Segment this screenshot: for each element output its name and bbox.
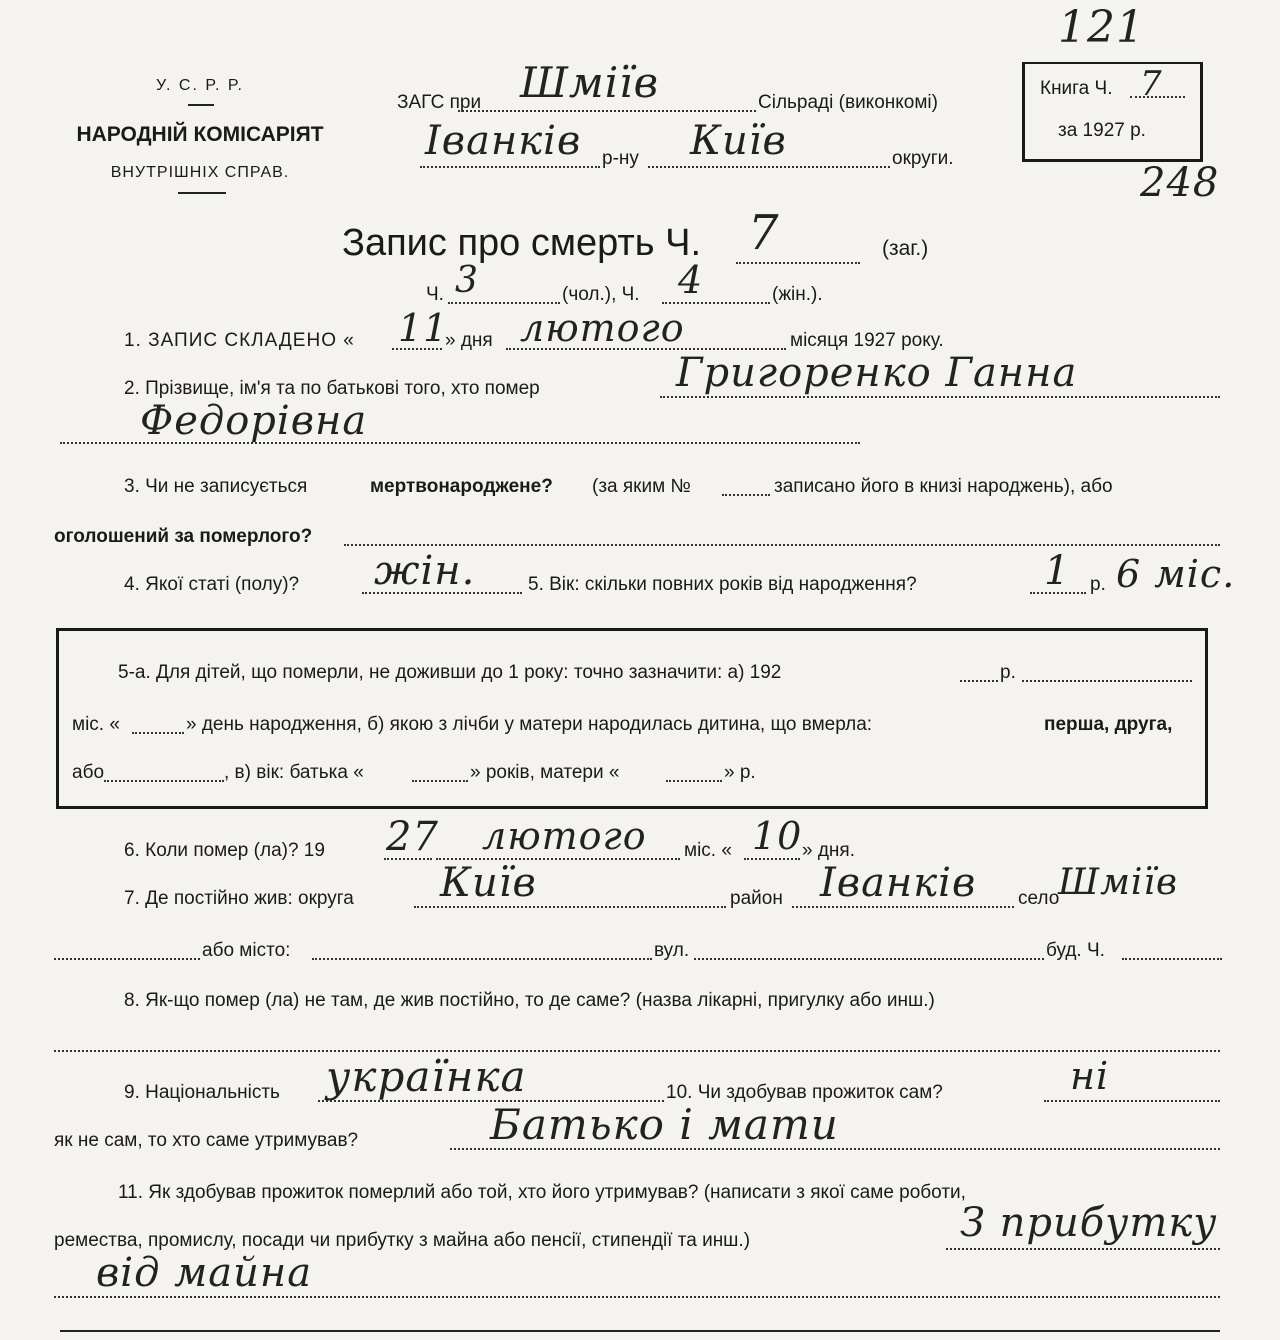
item7-house-label: буд. Ч. [1046,940,1105,961]
item1-day-label: » дня [445,330,493,351]
hw-item7-rayon: Іванків [820,860,977,906]
item1-year-label: місяця 1927 року. [790,330,944,351]
item7-house-line [1122,958,1222,960]
hw-title-number: 7 [748,205,780,261]
item7-label: 7. Де постійно жив: округа [124,888,354,909]
item8-label: 8. Як-що помер (ла) не там, де жив постійно, то де саме? (назва лікарні, пригулку або инш.) [124,990,935,1011]
item8-line [54,1050,1220,1052]
hw-corner-top: 121 [1058,2,1145,53]
item7-okruha-line [414,906,726,908]
female-label: (жін.). [772,284,823,305]
female-line [662,302,770,304]
item5a-or: або [72,762,105,783]
male-label: (чол.), Ч. [562,284,640,305]
male-line [448,302,560,304]
item11-line-a [946,1248,1220,1250]
okruha-suffix: округи. [892,148,954,169]
item11-label-b: ремества, промислу, посади чи прибутку з майна або пенсії, стипендії та инш.) [54,1230,751,1251]
item5-years-unit: р. [1090,574,1106,595]
hw-item6-year: 27 [386,814,439,860]
hw-item10-self: ні [1070,1054,1110,1098]
item5a-father-label: , в) вік: батька « [224,762,364,783]
hw-item9-nationality: українка [326,1052,527,1101]
item7-street-line [694,958,1044,960]
item10b-label: як не сам, то хто саме утримував? [54,1130,359,1151]
item7-rayon-label: район [730,888,783,909]
hw-item1-day: 11 [398,306,449,350]
hw-item5-years: 1 [1044,548,1071,594]
hw-item7-okruha: Київ [440,860,537,906]
hw-corner-bottom: 248 [1140,160,1220,206]
item5a-year-unit: р. [1000,662,1016,683]
item3-tail: записано його в книзі народжень), або [774,476,1113,497]
item10-label: 10. Чи здобував прожиток сам? [666,1082,943,1103]
item7-city-line [312,958,652,960]
book-label: Книга Ч. [1040,78,1113,99]
ministry-title: НАРОДНІЙ КОМІСАРІЯТ [76,123,324,146]
hw-item6-month: лютого [482,814,647,858]
hw-zags: Шміїв [520,58,660,107]
hw-book-no: 7 [1140,64,1163,104]
hw-item6-day: 10 [752,814,803,858]
item5a-order: перша, друга, [1044,714,1173,735]
bottom-rule [60,1330,1220,1332]
item7-rayon-line [792,906,1014,908]
item7-city-label: або місто: [202,940,291,961]
hw-male-count: 3 [455,260,479,301]
rayon-line [420,166,600,168]
item3-number-label: (за яким № [592,476,691,497]
hw-item10b-supporter: Батько і мати [490,1100,839,1149]
hw-item1-month: лютого [520,306,685,350]
male-prefix: Ч. [426,284,444,305]
title-number-line [736,262,860,264]
item6-day-line [744,858,800,860]
item5a-tail: » р. [724,762,756,783]
item3-number-line [722,494,770,496]
item3-declared-dead: оголошений за померлого? [54,526,313,547]
record-title: Запис про смерть Ч. [342,222,702,264]
divider [178,192,226,194]
item5a-line2: » день народження, б) якою з лічби у матери народилась дитина, що вмерла: [186,714,873,735]
divider [188,104,214,106]
hw-item11-a: З прибутку [960,1200,1218,1246]
item6-day-label: » дня. [802,840,855,861]
hw-female-count: 4 [678,258,704,302]
hw-item4-sex: жін. [374,548,476,594]
hw-okruha: Київ [690,118,787,164]
hw-item11-b: від майна [96,1250,313,1296]
item11-line-b [54,1296,1220,1298]
item5-label: 5. Вік: скільки повних років від народження? [528,574,917,595]
item5a-line1-fill [1022,680,1192,682]
book-box [1022,62,1203,162]
okruha-line [648,166,890,168]
zags-prefix: ЗАГС при [397,92,482,113]
hw-item5-months: 6 міс. [1116,552,1236,596]
rayon-suffix: р-ну [602,148,639,169]
ussr-label: У. С. Р. Р. [155,77,245,94]
item6-month-label: міс. « [684,840,732,861]
item5a-line1: 5-а. Для дітей, що померли, не доживши до 1 року: точно зазначити: а) 192 [118,662,782,683]
item2-label: 2. Прізвище, ім'я та по батькові того, хто помер [124,378,540,399]
hw-item7-selo: Шміїв [1058,862,1178,903]
item3-line [344,544,1220,546]
item3-stillborn: мертвонароджене? [370,476,553,497]
item4-label: 4. Якої статі (полу)? [124,574,300,595]
item1-label: 1. ЗАПИС СКЛАДЕНО « [124,330,355,351]
zags-suffix: Сільраді (виконкомі) [758,92,938,113]
item7-selo-line [54,958,200,960]
item5a-mother-line [666,780,722,782]
item5a-father-line [412,780,468,782]
item7-selo-label: село [1018,888,1060,909]
department-title: ВНУТРІШНІХ СПРАВ. [110,164,290,181]
item9-label: 9. Національність [124,1082,280,1103]
item5a-order-line [104,780,224,782]
book-year: за 1927 р. [1058,120,1146,141]
hw-item2-name-b: Федорівна [140,398,368,444]
item11-label-a: 11. Як здобував прожиток померлий або той, хто його утримував? (написати з якої саме роботи, [118,1182,966,1203]
item3-label: 3. Чи не записується [124,476,308,497]
item2-line-a [660,396,1220,398]
item7-street-label: вул. [654,940,690,961]
hw-rayon: Іванків [425,118,582,164]
item5a-mother-label: » років, матери « [470,762,620,783]
item6-label: 6. Коли помер (ла)? 19 [124,840,325,861]
item10-line [1044,1100,1220,1102]
item5a-month-label: міс. « [72,714,120,735]
zags-line [458,110,756,112]
hw-item2-name-a: Григоренко Ганна [676,350,1078,396]
item5a-year-line [960,680,998,682]
item5a-month-line [132,732,184,734]
title-suffix: (заг.) [882,237,929,260]
